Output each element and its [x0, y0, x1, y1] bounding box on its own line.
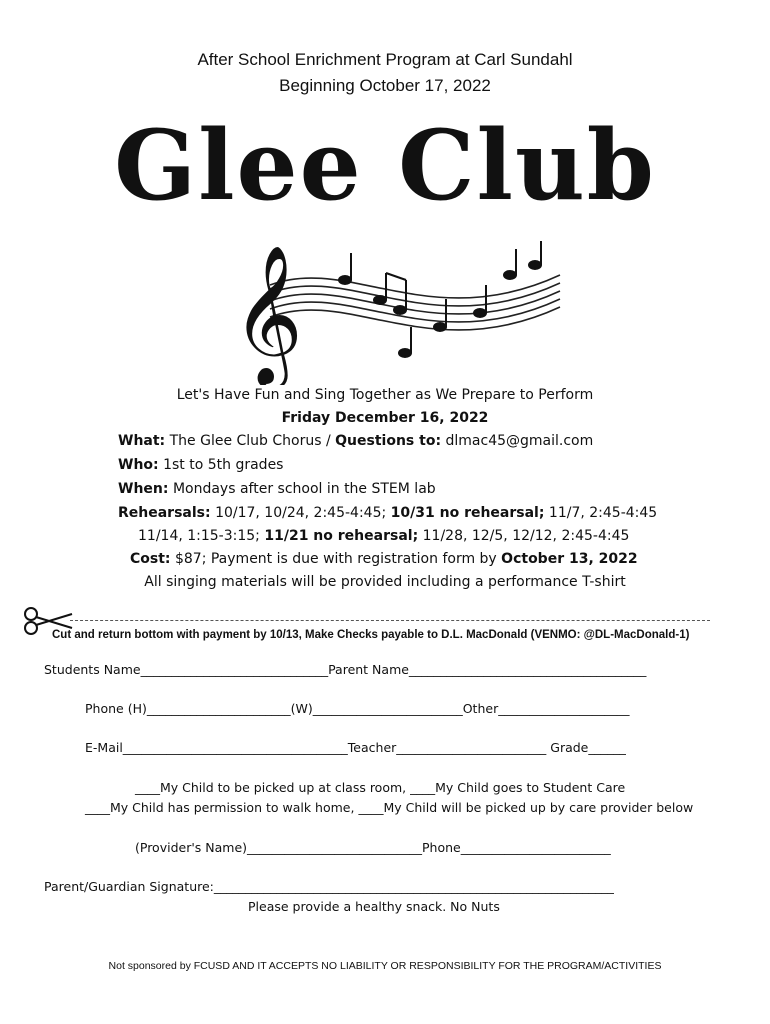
snack-note: Please provide a healthy snack. No Nuts	[248, 899, 500, 914]
rehearsals-line-1	[118, 505, 657, 521]
rehearsals-dates-2: 11/7, 2:45-4:45	[548, 505, 658, 521]
rehearsals-label: Rehearsals:	[118, 505, 211, 521]
when-label: When:	[118, 481, 169, 497]
header-line-2: Beginning October 17, 2022	[279, 76, 491, 95]
who-label: Who:	[118, 457, 159, 473]
materials-note: All singing materials will be provided including a performance T-shirt	[144, 574, 626, 590]
what-line	[118, 433, 593, 449]
no-rehearsal-1: 10/31 no rehearsal;	[390, 505, 545, 521]
phone-field[interactable]: Phone (H)_______________________(W)________________________Other_____________________	[85, 701, 630, 716]
svg-text:𝄞: 𝄞	[232, 245, 303, 384]
when-line	[118, 481, 436, 497]
rehearsals-dates-3: 11/14, 1:15-3:15;	[138, 528, 260, 544]
staff-lines	[270, 275, 560, 330]
pickup-options-2[interactable]: ____My Child has permission to walk home, ____My Child will be picked up by care provider below	[85, 800, 694, 815]
rehearsals-line-2	[138, 528, 629, 544]
page-title: Glee Club	[114, 109, 656, 222]
tagline: Let's Have Fun and Sing Together as We Prepare to Perform	[176, 387, 594, 403]
signature-field[interactable]: Parent/Guardian Signature:________________________________________________________________	[44, 879, 614, 894]
cost-line	[130, 551, 638, 567]
performance-date: Friday December 16, 2022	[281, 410, 489, 426]
cost-due-date: October 13, 2022	[501, 551, 638, 567]
when-text: Mondays after school in the STEM lab	[172, 481, 436, 497]
student-parent-name-field[interactable]: Students Name______________________________Parent Name______________________________________	[44, 662, 647, 677]
cut-line	[70, 620, 710, 621]
who-line	[118, 457, 283, 473]
what-label: What:	[118, 433, 166, 449]
cost-text: $87; Payment is due with registration form by	[174, 551, 497, 567]
email-teacher-grade-field[interactable]: E-Mail____________________________________Teacher________________________ Grade______	[85, 740, 626, 755]
music-staff-illustration	[230, 235, 570, 385]
rehearsals-dates-1: 10/17, 10/24, 2:45-4:45;	[215, 505, 387, 521]
who-text: 1st to 5th grades	[163, 457, 284, 473]
pickup-options-1[interactable]: ____My Child to be picked up at class room, ____My Child goes to Student Care	[135, 780, 626, 795]
cut-notice: Cut and return bottom with payment by 10/13, Make Checks payable to D.L. MacDonald (VENMO: @DL-MacDonald-1)	[52, 629, 690, 641]
footer-disclaimer: Not sponsored by FCUSD AND IT ACCEPTS NO LIABILITY OR RESPONSIBILITY FOR THE PROGRAM/ACTIVITIES	[108, 960, 662, 972]
questions-email: dlmac45@gmail.com	[445, 433, 594, 449]
what-text: The Glee Club Chorus /	[169, 433, 331, 449]
questions-label: Questions to:	[335, 433, 442, 449]
cost-label: Cost:	[130, 551, 171, 567]
music-notes	[339, 241, 541, 357]
no-rehearsal-2: 11/21 no rehearsal;	[264, 528, 419, 544]
treble-clef-icon	[232, 245, 303, 385]
header-line-1: After School Enrichment Program at Carl Sundahl	[197, 50, 573, 69]
rehearsals-dates-4: 11/28, 12/5, 12/12, 2:45-4:45	[422, 528, 630, 544]
provider-field[interactable]: (Provider's Name)____________________________Phone________________________	[135, 840, 611, 855]
